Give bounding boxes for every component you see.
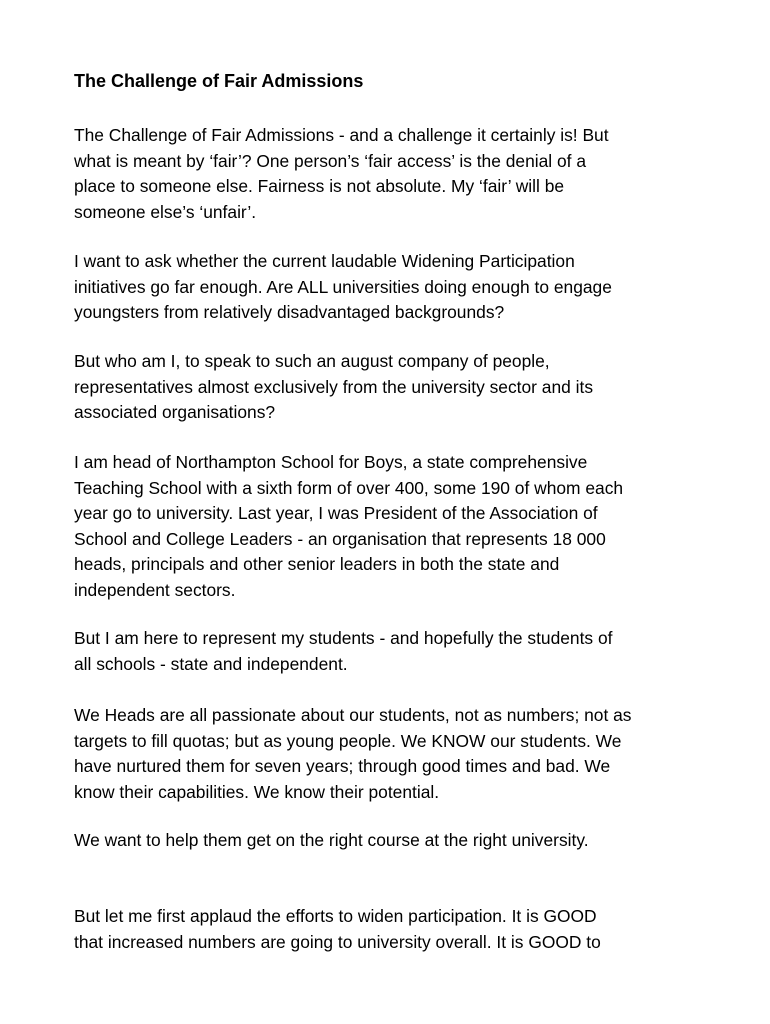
text-line: have nurtured them for seven years; through good times and bad. We (74, 756, 611, 777)
text-line: youngsters from relatively disadvantaged backgrounds? (74, 302, 505, 323)
text-line: targets to fill quotas; but as young people. We KNOW our students. We (74, 730, 622, 751)
text-line: We Heads are all passionate about our students, not as numbers; not as (74, 705, 632, 725)
text-line: But let me first applaud the efforts to widen participation. It is GOOD (74, 906, 597, 926)
paragraph-heads-passionate (74, 703, 631, 805)
paragraph-represent-students (74, 626, 612, 677)
text-line: heads, principals and other senior leaders in both the state and (74, 554, 560, 575)
text-line: someone else’s ‘unfair’. (74, 201, 257, 222)
text-line: year go to university. Last year, I was President of the Association of (74, 503, 598, 524)
text-line: But I am here to represent my students - and hopefully the students of (74, 628, 613, 648)
paragraph-widening-participation (74, 249, 612, 326)
text-line: all schools - state and independent. (74, 653, 348, 674)
paragraph-right-course (74, 828, 589, 854)
text-line: what is meant by ‘fair’? One person’s ‘fair access’ is the denial of a (74, 150, 586, 171)
text-line: that increased numbers are going to university overall. It is GOOD to (74, 931, 601, 952)
paragraph-background (74, 450, 623, 604)
text-line: know their capabilities. We know their potential. (74, 781, 440, 802)
paragraph-applaud-efforts (74, 904, 601, 955)
text-line: associated organisations? (74, 402, 276, 423)
text-line: School and College Leaders - an organisation that represents 18 000 (74, 528, 606, 549)
text-line: independent sectors. (74, 579, 236, 600)
text-line: I am head of Northampton School for Boys, a state comprehensive (74, 452, 588, 472)
text-line: But who am I, to speak to such an august company of people, (74, 351, 550, 371)
text-line: place to someone else. Fairness is not absolute. My ‘fair’ will be (74, 176, 565, 197)
text-line: I want to ask whether the current laudable Widening Participation (74, 251, 575, 271)
text-line: representatives almost exclusively from the university sector and its (74, 376, 594, 397)
document-title: The Challenge of Fair Admissions (74, 71, 364, 91)
paragraph-intro (74, 123, 609, 225)
text-line: Teaching School with a sixth form of over 400, some 190 of whom each (74, 477, 624, 498)
text-line: initiatives go far enough. Are ALL universities doing enough to engage (74, 276, 612, 297)
paragraph-who-am-i (74, 349, 593, 426)
text-line: We want to help them get on the right course at the right university. (74, 830, 589, 850)
text-line: The Challenge of Fair Admissions - and a challenge it certainly is! But (74, 125, 609, 145)
